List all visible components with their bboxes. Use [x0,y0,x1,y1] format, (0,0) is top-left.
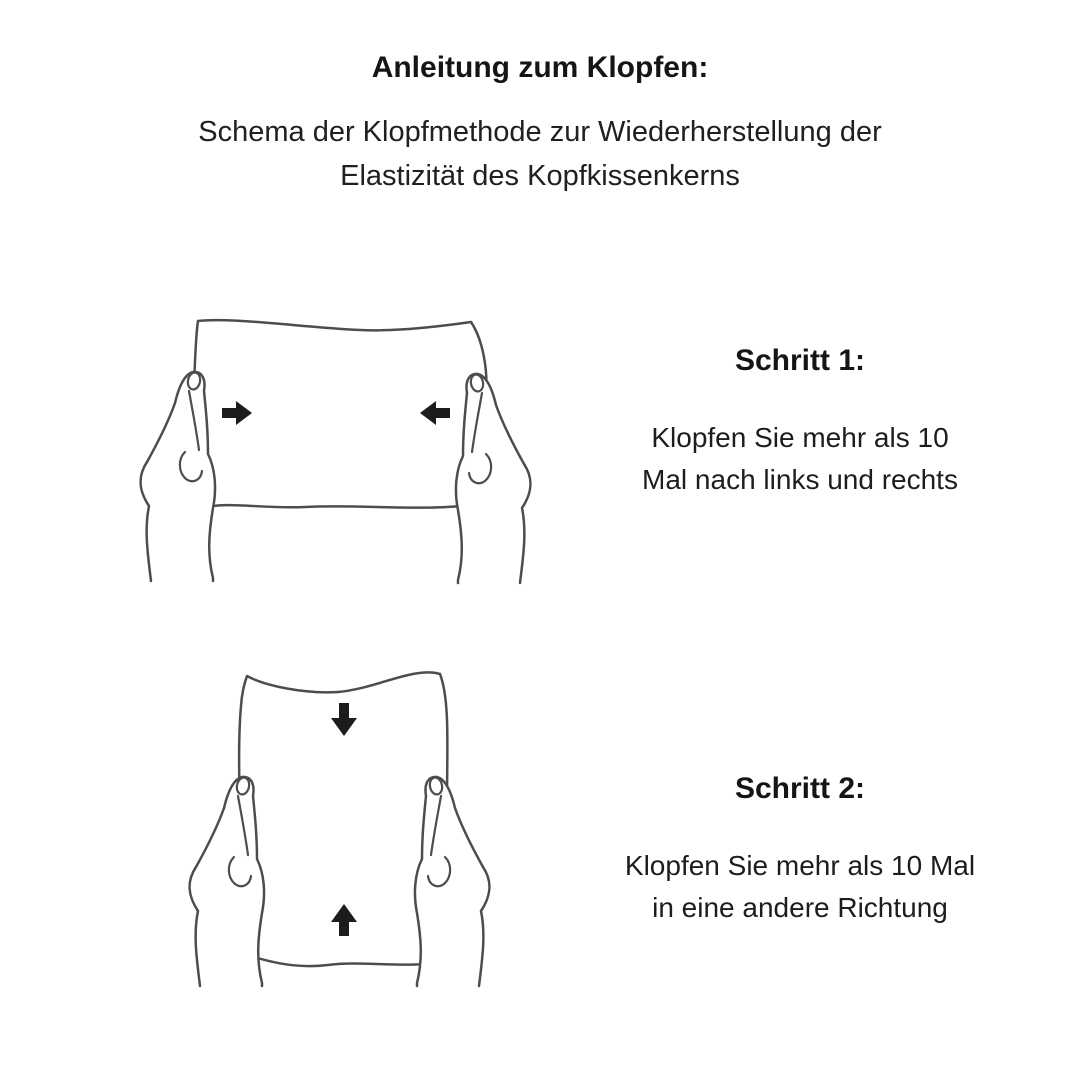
step2-body-line-2: in eine andere Richtung [652,892,948,923]
step2-body-line-1: Klopfen Sie mehr als 10 Mal [624,850,976,881]
step2-section [590,771,1010,929]
step2-body [590,845,1010,929]
step2-illustration [170,640,530,1020]
step1-body [590,417,1010,501]
left-hand [141,371,216,581]
step1-body-line-2: Mal nach links und rechts [642,464,958,495]
right-hand [456,373,531,583]
right-hand [415,776,490,986]
left-hand [190,776,265,986]
subtitle-line-1: Schema der Klopfmethode zur Wiederherstellung der [198,116,882,148]
step2-heading: Schritt 2: [734,772,866,805]
step1-heading: Schritt 1: [734,344,866,377]
subtitle-line-2: Elastizität des Kopfkissenkerns [340,160,740,192]
page-subtitle [115,110,965,198]
step1-section [590,343,1010,501]
step1-body-line-1: Klopfen Sie mehr als 10 [651,422,949,453]
page-title: Anleitung zum Klopfen: [371,51,709,84]
step1-illustration [100,295,565,610]
